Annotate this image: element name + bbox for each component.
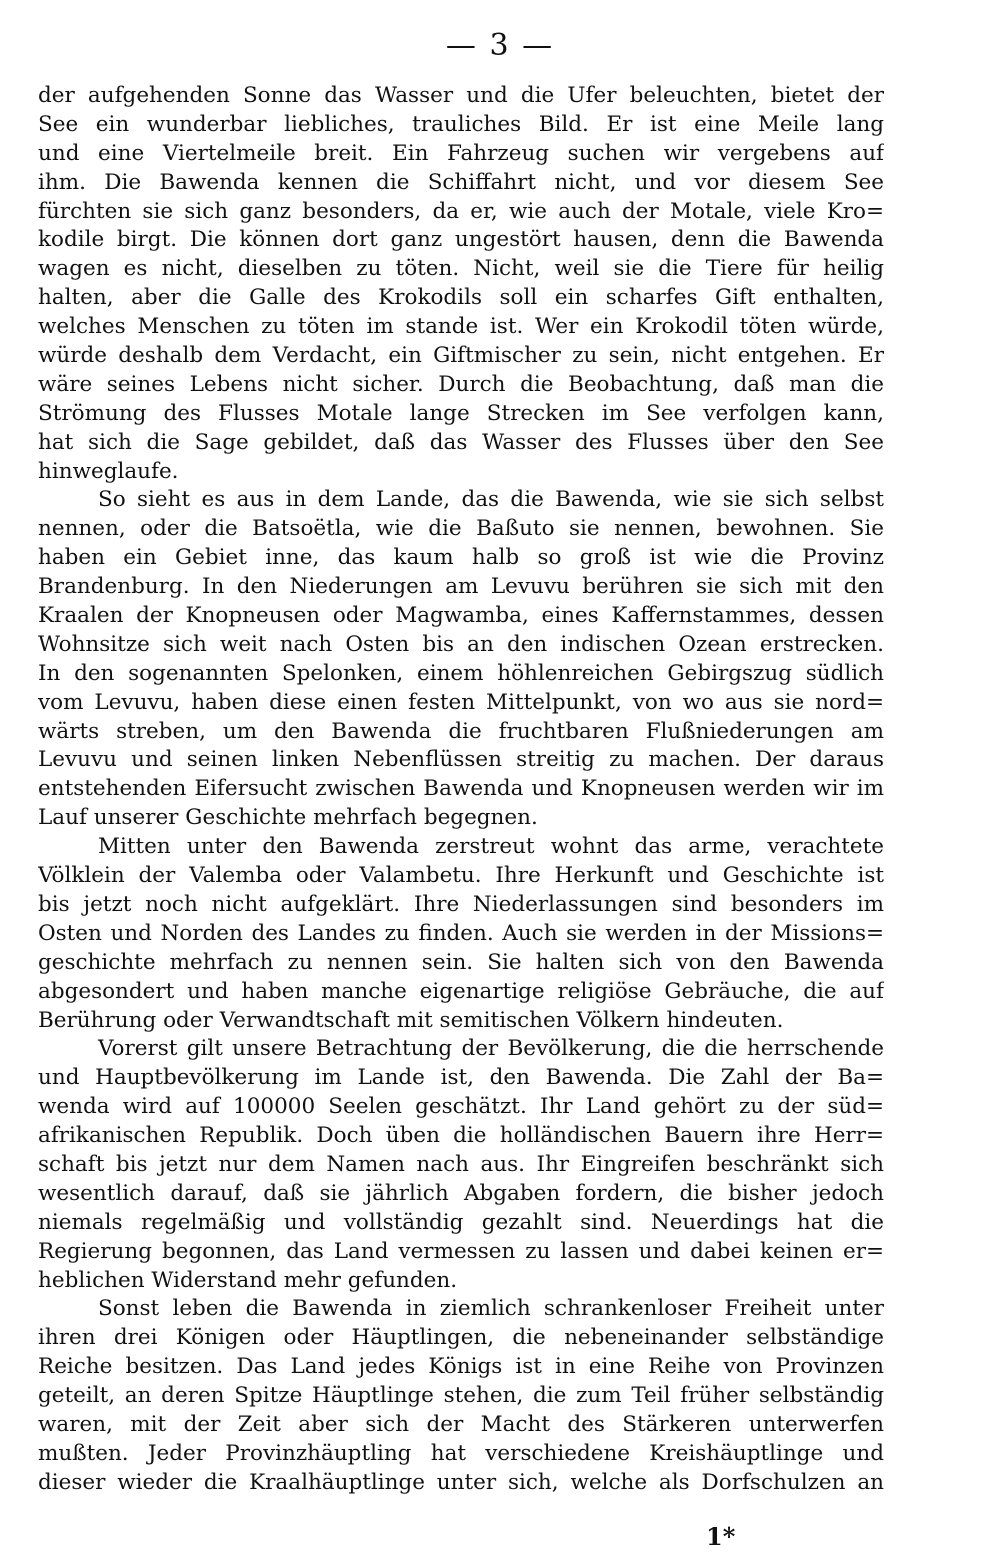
text-line: würde deshalb dem Verdacht, ein Giftmischer zu sein, nicht entgehen. Er bbox=[38, 343, 884, 369]
text-line: wenda wird auf 100000 Seelen geschätzt. Ihr Land gehört zu der süd= bbox=[38, 1094, 884, 1120]
text-line: In den sogenannten Spelonken, einem höhlenreichen Gebirgszug südlich bbox=[38, 660, 884, 686]
text-line: Reiche besitzen. Das Land jedes Königs ist in eine Reihe von Provinzen bbox=[38, 1354, 884, 1380]
text-line: Brandenburg. In den Niederungen am Levuvu berühren sie sich mit den bbox=[38, 574, 884, 600]
text-line: geteilt, an deren Spitze Häuptlinge stehen, die zum Teil früher selbständig bbox=[38, 1383, 884, 1409]
text-line: der aufgehenden Sonne das Wasser und die Ufer beleuchten, bietet der bbox=[38, 83, 884, 108]
text-line: ihm. Die Bawenda kennen die Schiffahrt nicht, und vor diesem See bbox=[38, 169, 884, 195]
text-line: nennen, oder die Batsoëtla, wie die Baßuto sie nennen, bewohnen. Sie bbox=[38, 516, 884, 542]
text-line: Vorerst gilt unsere Betrachtung der Bevölkerung, die die herrschende bbox=[98, 1036, 884, 1062]
text-line: So sieht es aus in dem Lande, das die Bawenda, wie sie sich selbst bbox=[98, 487, 884, 513]
text-line: afrikanischen Republik. Doch üben die holländischen Bauern ihre Herr= bbox=[38, 1123, 884, 1149]
text-line: vom Levuvu, haben diese einen festen Mittelpunkt, von wo aus sie nord= bbox=[38, 689, 884, 715]
page-number: — 3 — bbox=[445, 28, 555, 63]
text-line: Sonst leben die Bawenda in ziemlich schrankenloser Freiheit unter bbox=[98, 1296, 884, 1322]
text-line: waren, mit der Zeit aber sich der Macht des Stärkeren unterwerfen bbox=[38, 1411, 884, 1437]
text-line: Wohnsitze sich weit nach Osten bis an den indischen Ozean erstrecken. bbox=[38, 631, 884, 657]
text-line: und Hauptbevölkerung im Lande ist, den Bawenda. Die Zahl der Ba= bbox=[38, 1065, 884, 1091]
text-line: Levuvu und seinen linken Nebenflüssen streitig zu machen. Der daraus bbox=[38, 747, 884, 773]
text-line: hat sich die Sage gebildet, daß das Wasser des Flusses über den See bbox=[38, 429, 884, 455]
text-line: mußten. Jeder Provinzhäuptling hat verschiedene Kreishäuptlinge und bbox=[38, 1440, 884, 1466]
text-line: Kraalen der Knopneusen oder Magwamba, eines Kaffernstammes, dessen bbox=[38, 603, 884, 629]
text-line: dieser wieder die Kraalhäuptlinge unter sich, welche als Dorfschulzen an bbox=[38, 1469, 884, 1495]
text-line: und eine Viertelmeile breit. Ein Fahrzeug suchen wir vergebens auf bbox=[38, 140, 884, 166]
text-line: entstehenden Eifersucht zwischen Bawenda und Knopneusen werden wir im bbox=[38, 776, 884, 802]
text-line: Völklein der Valemba oder Valambetu. Ihre Herkunft und Geschichte ist bbox=[38, 863, 884, 889]
text-line: Lauf unserer Geschichte mehrfach begegnen. bbox=[38, 805, 538, 831]
text-line: halten, aber die Galle des Krokodils soll ein scharfes Gift enthalten, bbox=[38, 285, 884, 311]
text-line: wagen es nicht, dieselben zu töten. Nicht, weil sie die Tiere für heilig bbox=[38, 256, 884, 282]
text-line: Berührung oder Verwandtschaft mit semitischen Völkern hindeuten. bbox=[38, 1007, 784, 1033]
text-line: kodile birgt. Die können dort ganz ungestört hausen, denn die Bawenda bbox=[38, 227, 884, 253]
text-line: hinweglaufe. bbox=[38, 458, 179, 484]
text-line: haben ein Gebiet inne, das kaum halb so groß ist wie die Provinz bbox=[38, 545, 884, 571]
text-line: wäre seines Lebens nicht sicher. Durch die Beobachtung, daß man die bbox=[38, 371, 884, 397]
text-line: geschichte mehrfach zu nennen sein. Sie halten sich von den Bawenda bbox=[38, 949, 884, 975]
text-line: heblichen Widerstand mehr gefunden. bbox=[38, 1267, 458, 1293]
text-line: schaft bis jetzt nur dem Namen nach aus. Ihr Eingreifen beschränkt sich bbox=[38, 1151, 884, 1177]
text-line: See ein wunderbar liebliches, trauliches Bild. Er ist eine Meile lang bbox=[38, 111, 884, 137]
text-line: abgesondert und haben manche eigenartige religiöse Gebräuche, die auf bbox=[38, 978, 884, 1004]
text-line: Mitten unter den Bawenda zerstreut wohnt das arme, verachtete bbox=[98, 834, 884, 860]
text-line: wärts streben, um den Bawenda die fruchtbaren Flußniederungen am bbox=[38, 718, 884, 744]
text-line: welches Menschen zu töten im stande ist. Wer ein Krokodil töten würde, bbox=[38, 314, 884, 340]
text-line: Strömung des Flusses Motale lange Strecken im See verfolgen kann, bbox=[38, 400, 884, 426]
text-line: Osten und Norden des Landes zu finden. Auch sie werden in der Missions= bbox=[38, 920, 884, 946]
body-text bbox=[38, 82, 884, 1498]
text-line: ihren drei Königen oder Häuptlingen, die nebeneinander selbständige bbox=[38, 1325, 884, 1351]
text-line: wesentlich darauf, daß sie jährlich Abgaben fordern, die bisher jedoch bbox=[38, 1180, 884, 1206]
text-line: fürchten sie sich ganz besonders, da er, wie auch der Motale, viele Kro= bbox=[38, 198, 884, 224]
text-line: niemals regelmäßig und vollständig gezahlt sind. Neuerdings hat die bbox=[38, 1209, 884, 1235]
signature-mark: 1* bbox=[706, 1522, 736, 1551]
text-line: Regierung begonnen, das Land vermessen zu lassen und dabei keinen er= bbox=[38, 1238, 884, 1264]
text-line: bis jetzt noch nicht aufgeklärt. Ihre Niederlassungen sind besonders im bbox=[38, 891, 884, 917]
